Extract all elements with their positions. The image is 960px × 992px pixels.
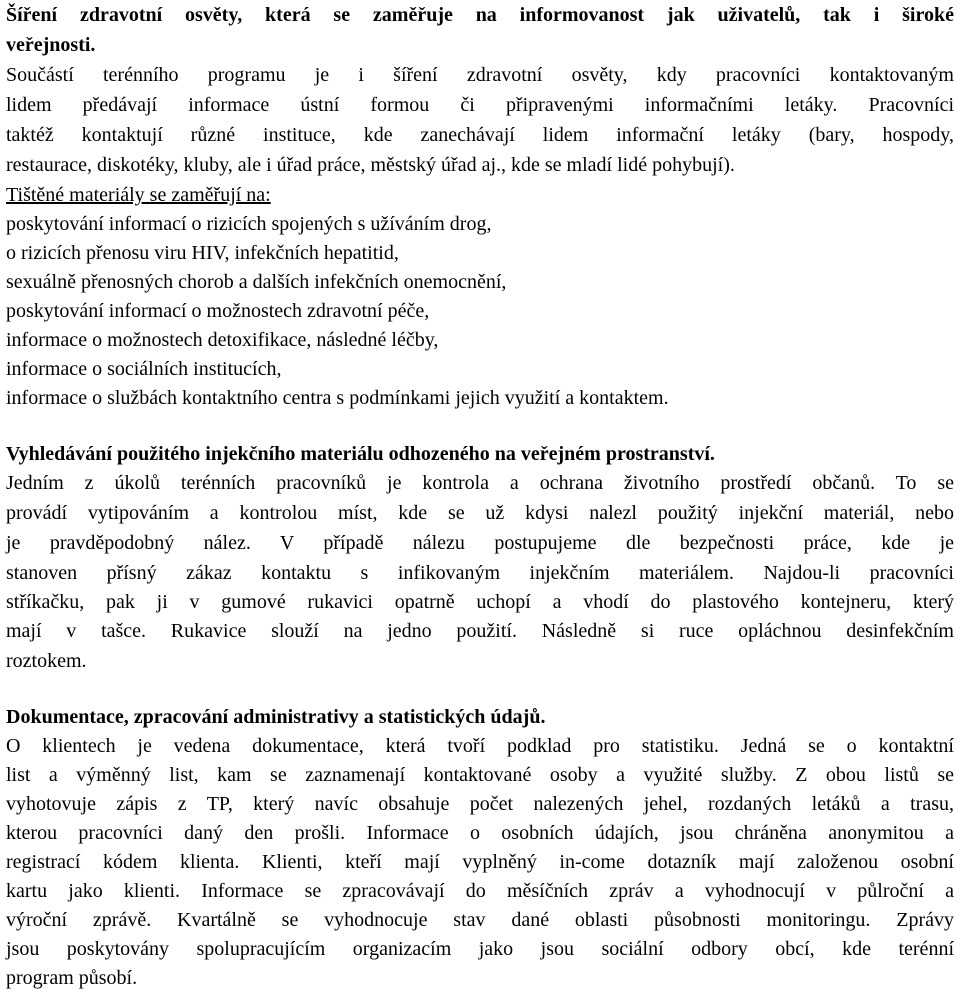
section-heading: Dokumentace, zpracování administrativy a statistických údajů.	[6, 706, 546, 728]
paragraph-line: restaurace, diskotéky, kluby, ale i úřad práce, městský úřad aj., kde se mladí lidé pohybují).	[6, 154, 735, 176]
paragraph-line: je pravděpodobný nález. V případě nálezu postupujeme dle bezpečnosti práce, kde je	[6, 532, 954, 554]
section-heading: Šíření zdravotní osvěty, která se zaměřuje na informovanost jak uživatelů, tak i široké	[6, 4, 954, 26]
paragraph-line: program působí.	[6, 967, 138, 989]
list-item: informace o možnostech detoxifikace, následné léčby,	[6, 329, 439, 351]
paragraph-line: roztokem.	[6, 650, 87, 672]
list-item: o rizicích přenosu viru HIV, infekčních hepatitid,	[6, 242, 399, 264]
paragraph-line: Součástí terénního programu je i šíření zdravotní osvěty, kdy pracovníci kontaktovaným	[6, 64, 954, 86]
list-item: informace o sociálních institucích,	[6, 358, 282, 380]
paragraph-line: stříkačku, pak ji v gumové rukavici opatrně uchopí a vhodí do plastového kontejneru, který	[6, 591, 954, 613]
paragraph-line: vyhotovuje zápis z TP, který navíc obsahuje počet nalezených jehel, rozdaných letáků a trasu,	[6, 793, 954, 815]
list-item: poskytování informací o rizicích spojených s užíváním drog,	[6, 213, 492, 235]
list-item: sexuálně přenosných chorob a dalších infekčních onemocnění,	[6, 271, 507, 293]
list-item: informace o službách kontaktního centra s podmínkami jejich využití a kontaktem.	[6, 387, 669, 409]
paragraph-line: kterou pracovníci daný den prošli. Informace o osobních údajích, jsou chráněna anonymitou a	[6, 822, 954, 844]
section-heading: veřejnosti.	[6, 34, 96, 56]
list-item: poskytování informací o možnostech zdravotní péče,	[6, 300, 430, 322]
paragraph-line: O klientech je vedena dokumentace, která tvoří podklad pro statistiku. Jedná se o kontaktní	[6, 735, 954, 757]
paragraph-line: stanoven přísný zákaz kontaktu s infikovaným injekčním materiálem. Najdou-li pracovníci	[6, 562, 954, 584]
paragraph-line: mají v tašce. Rukavice slouží na jedno použití. Následně si ruce opláchnou desinfekčním	[6, 620, 954, 642]
paragraph-line: registrací kódem klienta. Klienti, kteří mají vyplněný in-come dotazník mají založenou osobní	[6, 851, 954, 873]
paragraph-line: Jedním z úkolů terénních pracovníků je kontrola a ochrana životního prostředí občanů. To se	[6, 472, 954, 494]
section-heading: Vyhledávání použitého injekčního materiálu odhozeného na veřejném prostranství.	[6, 443, 715, 465]
paragraph-line: kartu jako klienti. Informace se zpracovávají do měsíčních zpráv a vyhodnocují v půlroční a	[6, 880, 954, 902]
paragraph-line: jsou poskytovány spolupracujícím organizacím jako jsou sociální odbory obcí, kde terénní	[6, 938, 954, 960]
paragraph-line: provádí vytipováním a kontrolou míst, kde se už kdysi nalezl použitý injekční materiál, nebo	[6, 502, 954, 524]
paragraph-line: list a výměnný list, kam se zaznamenají kontaktované osoby a využité služby. Z obou listů se	[6, 764, 954, 786]
paragraph-line: taktéž kontaktují různé instituce, kde zanechávají lidem informační letáky (bary, hospody,	[6, 124, 954, 146]
paragraph-line: lidem předávají informace ústní formou či připravenými informačními letáky. Pracovníci	[6, 94, 954, 116]
paragraph-line: výroční zprávě. Kvartálně se vyhodnocuje stav dané oblasti působnosti monitoringu. Zprávy	[6, 909, 954, 931]
list-title: Tištěné materiály se zaměřují na:	[6, 184, 271, 206]
